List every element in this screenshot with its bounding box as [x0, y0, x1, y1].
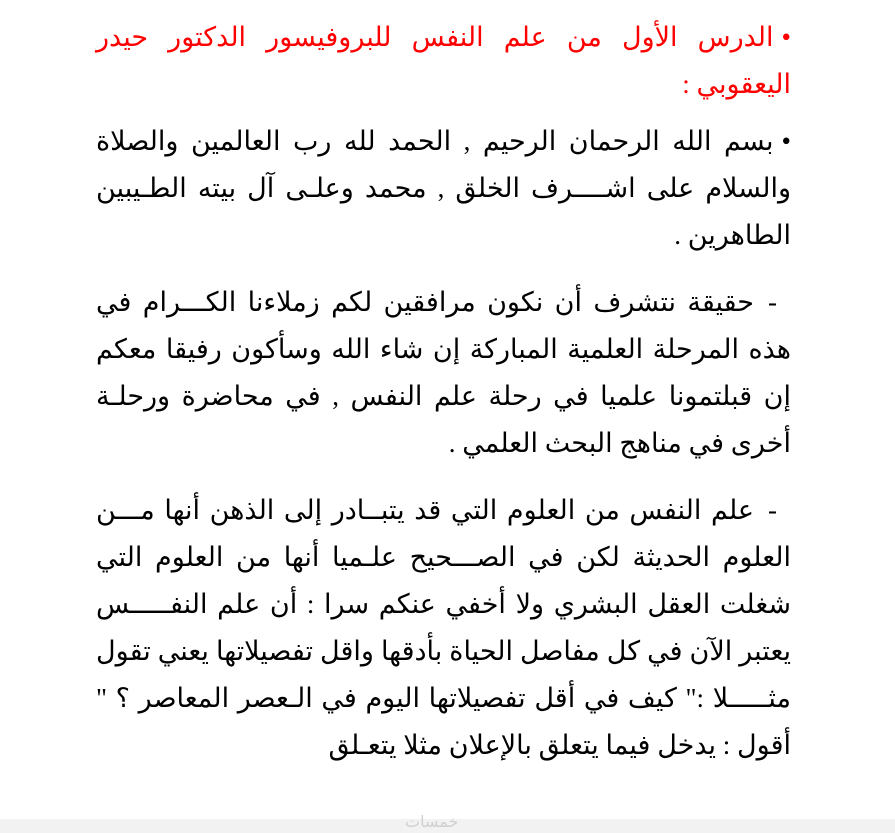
intro-paragraph	[96, 279, 791, 467]
lesson-title-text: الدرس الأول من علم النفس للبروفيسور الدكتور حيدر اليعقوبي :	[96, 22, 791, 99]
dash-marker: -	[768, 287, 777, 317]
dash-marker: -	[768, 495, 777, 525]
basmala-paragraph	[96, 118, 791, 259]
bullet-icon: •	[781, 126, 791, 156]
document-body	[96, 14, 791, 769]
psychology-paragraph	[96, 487, 791, 769]
psychology-paragraph-text: علم النفس من العلوم التي قد يتبــادر إلى الذهن أنها مـــن العلوم الحديثة لكن في الصـــحيح علـميا أنها من العلوم التي شغلت العقل البشري ولا أخفي عنكم سرا : أن علم النفـــــس يعتبر الآن في كل مفاصل الحياة بأدقها واقل تفصيلاتها يعني تقول مثـــــلا :" كيف في أقل تفصيلاتها اليوم في الـعصر المعاصر ؟ " أقول : يدخل فيما يتعلق بالإعلان مثلا يتعـلق	[96, 495, 791, 760]
intro-paragraph-text: حقيقة نتشرف أن نكون مرافقين لكم زملاءنا الكـــرام في هذه المرحلة العلمية المباركة إن شاء الله وسأكون رفيقا معكم إن قبلتمونا علميا في رحلة علم النفس , في محاضرة ورحلـة أخرى في مناهج البحث العلمي .	[96, 287, 791, 458]
watermark: خمسات	[405, 812, 459, 831]
basmala-text: بسم الله الرحمان الرحيم , الحمد لله رب العالمين والصلاة والسلام على اشــــرف الخلق , محمد وعلـى آل بيته الطـيبين الطاهرين .	[96, 126, 791, 250]
lesson-title-paragraph	[96, 14, 791, 108]
bullet-icon: •	[781, 22, 791, 52]
